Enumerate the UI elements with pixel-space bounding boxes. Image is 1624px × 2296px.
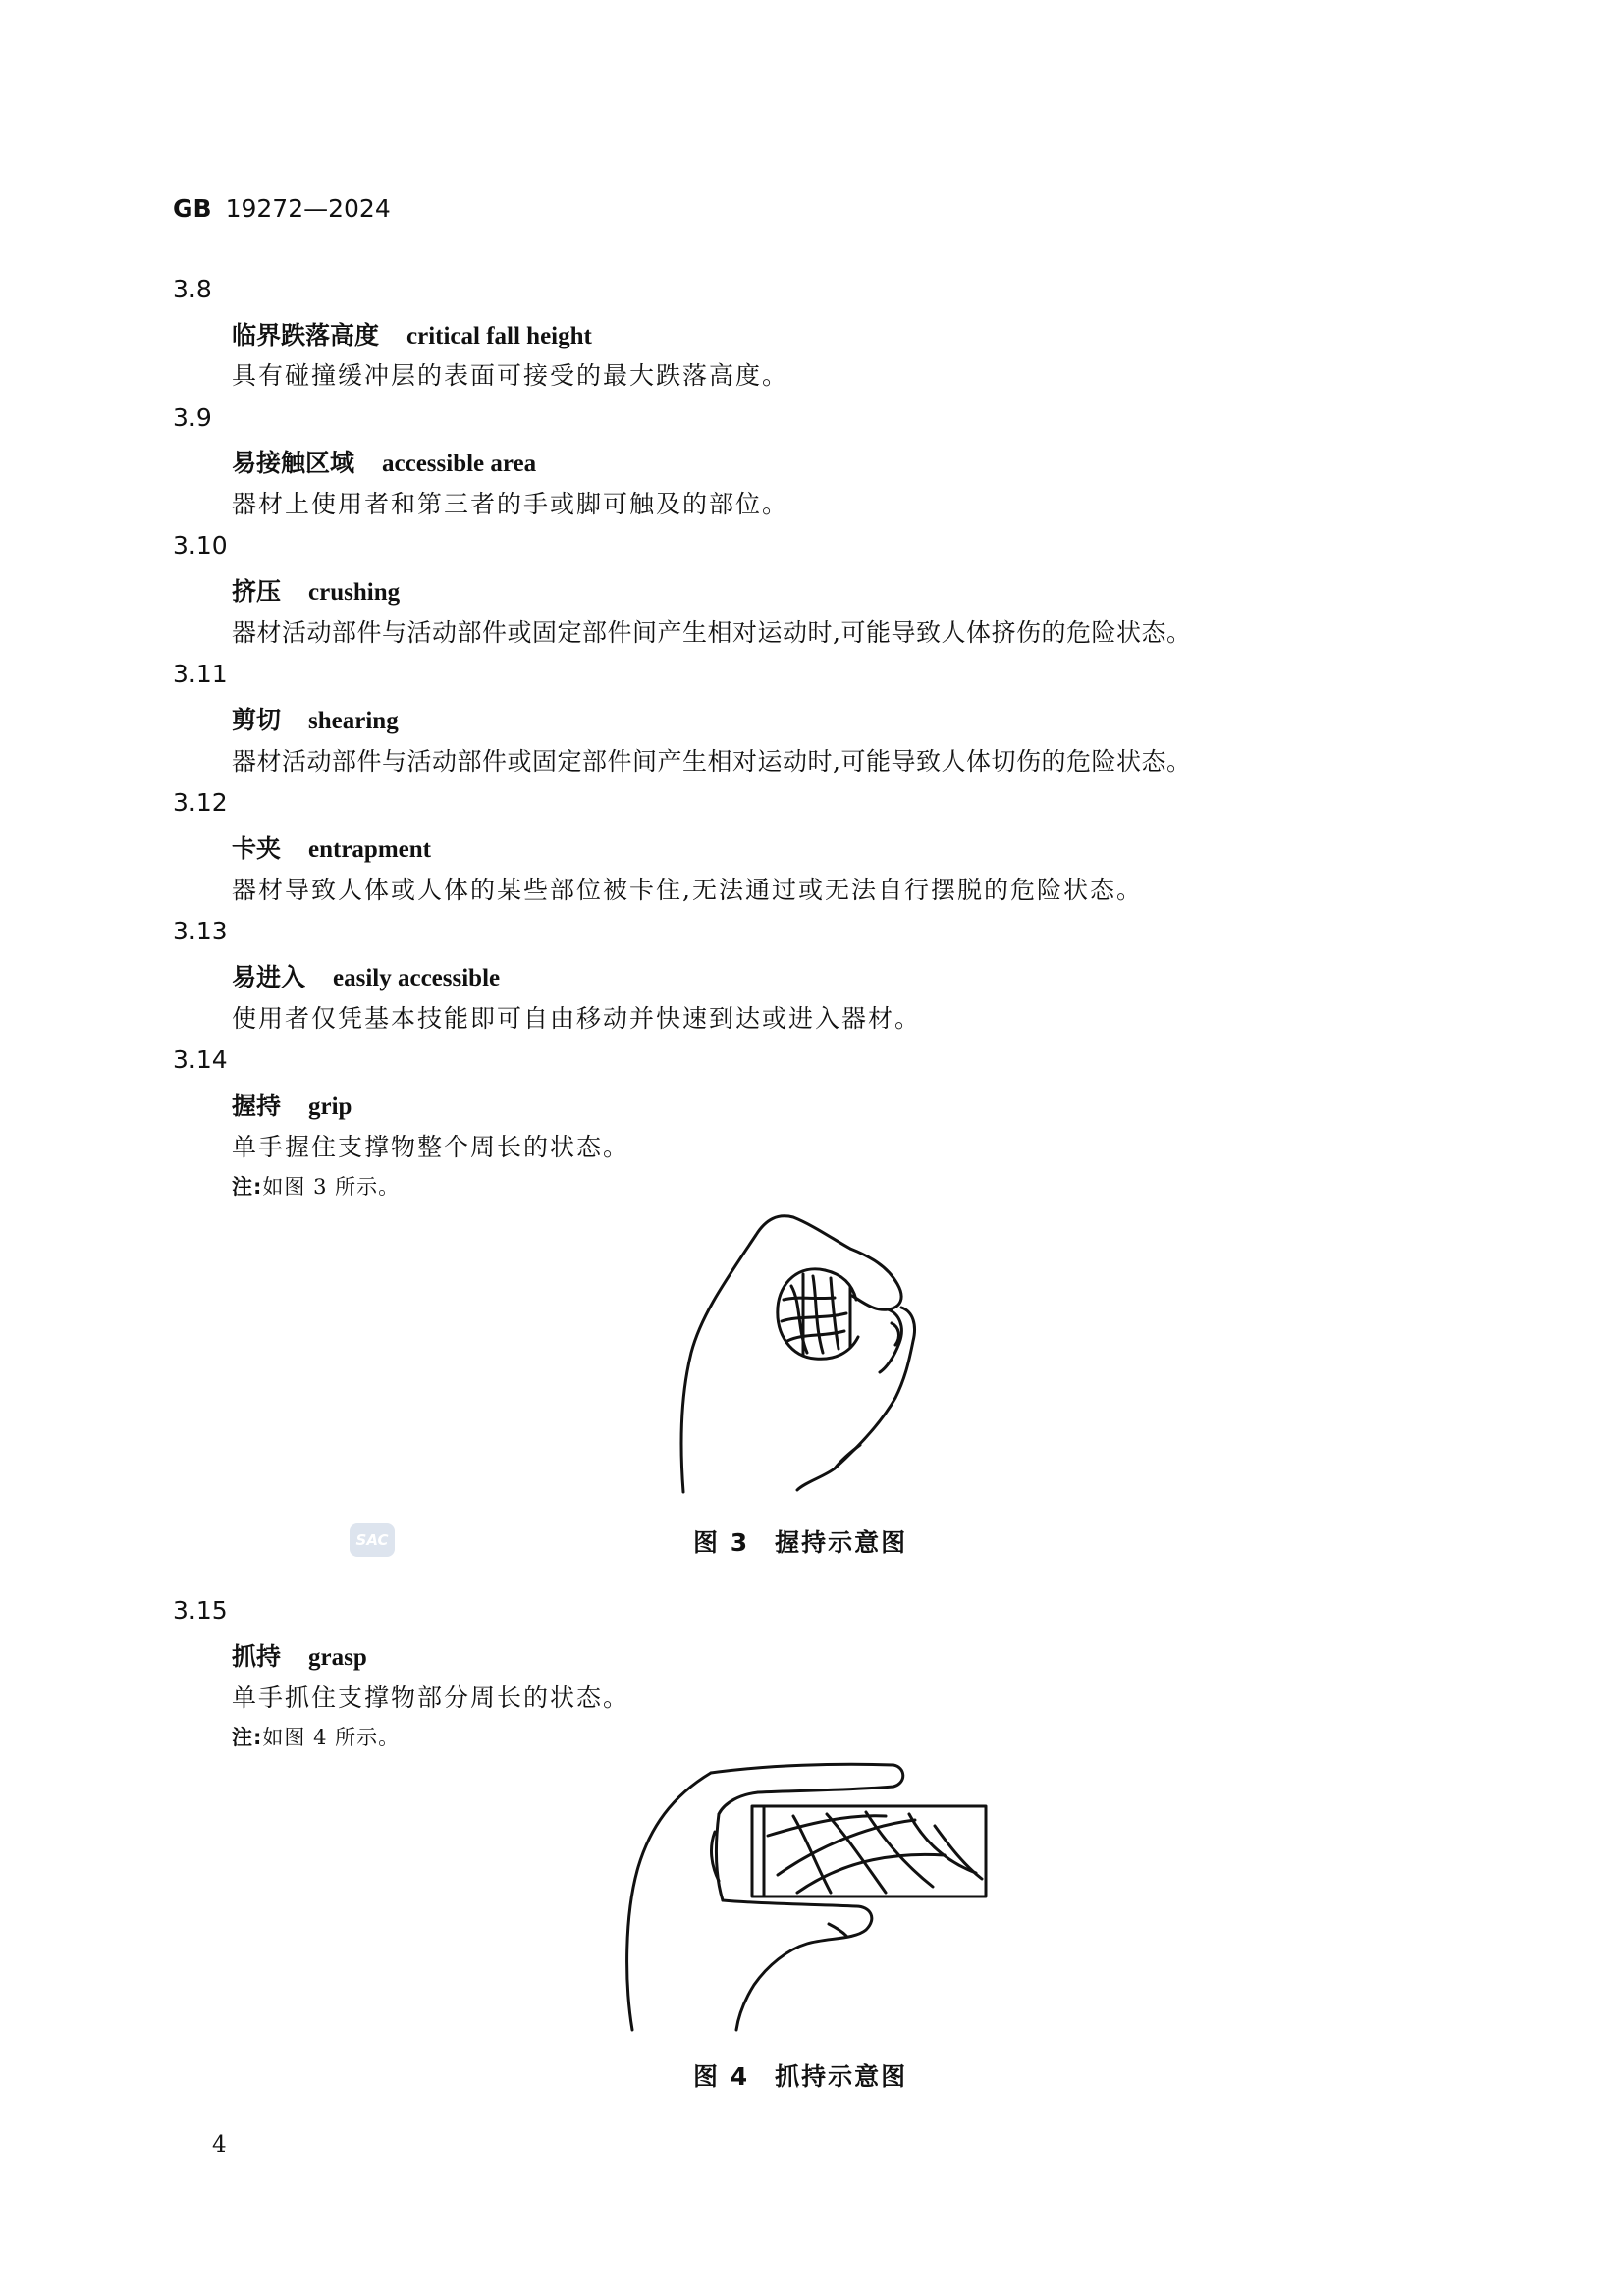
note-label: 注: — [232, 1175, 263, 1199]
term-note — [232, 1722, 400, 1751]
figure-title: 抓持示意图 — [775, 2062, 908, 2091]
term-definition: 器材导致人体或人体的某些部位被卡住,无法通过或无法自行摆脱的危险状态。 — [232, 876, 1143, 904]
standard-code — [173, 194, 391, 223]
term-definition: 器材活动部件与活动部件或固定部件间产生相对运动时,可能导致人体切伤的危险状态。 — [232, 747, 1192, 775]
term-zh: 易接触区域 — [232, 449, 355, 477]
note-text: 如图 3 所示。 — [262, 1175, 401, 1199]
note-label: 注: — [232, 1726, 263, 1749]
term-heading — [232, 958, 500, 993]
clause-number: 3.13 — [173, 917, 228, 945]
term-en: entrapment — [308, 836, 431, 863]
clause-number: 3.12 — [173, 788, 228, 817]
term-heading — [232, 829, 431, 865]
figure-label: 图 3 — [693, 1528, 750, 1557]
clause-number: 3.10 — [173, 531, 228, 560]
figure-caption — [693, 2057, 907, 2093]
clause-number: 3.11 — [173, 660, 228, 688]
term-zh: 易进入 — [232, 963, 306, 991]
term-definition: 单手握住支撑物整个周长的状态。 — [232, 1133, 630, 1161]
term-zh: 剪切 — [232, 706, 282, 734]
standard-number: 19272—2024 — [225, 194, 391, 223]
term-heading — [232, 701, 399, 736]
term-definition: 器材活动部件与活动部件或固定部件间产生相对运动时,可能导致人体挤伤的危险状态。 — [232, 618, 1192, 647]
term-heading — [232, 444, 536, 479]
sac-watermark-logo: SAC — [350, 1523, 395, 1557]
term-en: grip — [308, 1094, 352, 1120]
term-en: shearing — [308, 708, 399, 734]
clause-number: 3.14 — [173, 1045, 228, 1074]
clause-number: 3.15 — [173, 1596, 228, 1625]
clause-number: 3.8 — [173, 275, 212, 303]
term-definition: 具有碰撞缓冲层的表面可接受的最大跌落高度。 — [232, 361, 789, 390]
term-heading — [232, 1637, 367, 1673]
term-en: grasp — [308, 1644, 367, 1671]
term-zh: 抓持 — [232, 1642, 282, 1671]
term-definition: 单手抓住支撑物部分周长的状态。 — [232, 1683, 630, 1712]
page-number: 4 — [212, 2132, 227, 2158]
term-definition: 使用者仅凭基本技能即可自由移动并快速到达或进入器材。 — [232, 1004, 922, 1033]
grip-illustration — [677, 1205, 943, 1500]
term-zh: 临界跌落高度 — [232, 321, 380, 349]
term-note — [232, 1171, 400, 1201]
term-zh: 握持 — [232, 1092, 282, 1120]
term-zh: 挤压 — [232, 577, 282, 606]
term-heading — [232, 316, 592, 351]
term-zh: 卡夹 — [232, 834, 282, 863]
term-en: accessible area — [382, 451, 537, 477]
grasp-illustration — [621, 1757, 1001, 2032]
term-en: easily accessible — [333, 965, 501, 991]
clause-number: 3.9 — [173, 403, 212, 432]
term-en: critical fall height — [406, 323, 592, 349]
figure-caption — [693, 1523, 907, 1559]
figure-title: 握持示意图 — [775, 1528, 908, 1557]
figure-label: 图 4 — [693, 2062, 750, 2091]
standard-prefix: GB — [173, 194, 212, 223]
term-heading — [232, 1087, 352, 1122]
term-definition: 器材上使用者和第三者的手或脚可触及的部位。 — [232, 490, 789, 518]
note-text: 如图 4 所示。 — [262, 1726, 401, 1749]
term-heading — [232, 572, 400, 608]
term-en: crushing — [308, 579, 401, 606]
